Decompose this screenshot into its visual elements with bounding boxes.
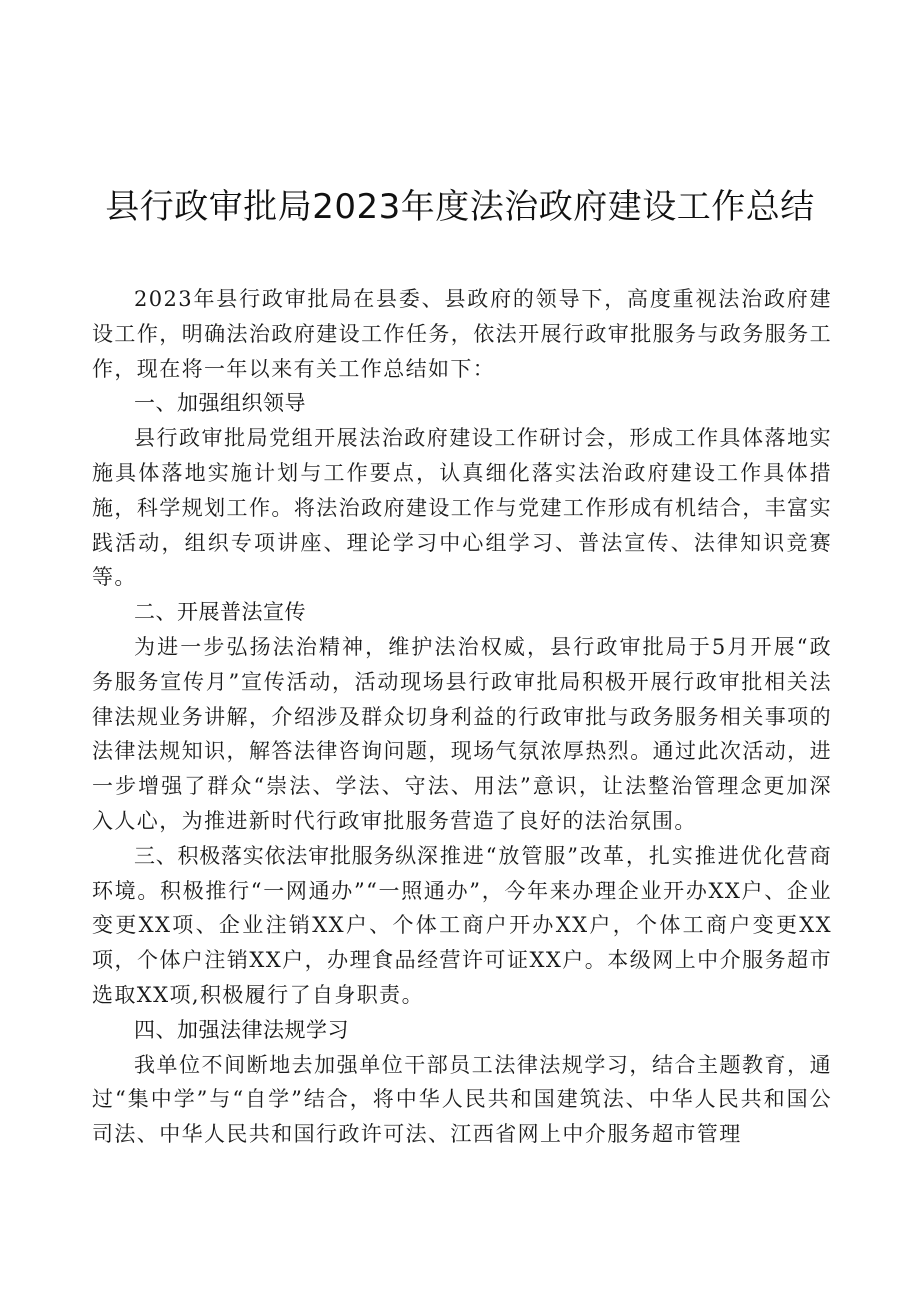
section-heading-3: 三、积极落实依法审批服务纵 — [134, 843, 417, 868]
section-heading-1: 一、加强组织领导 — [134, 391, 306, 416]
section-heading-4: 四、加强法律法规学习 — [134, 1017, 349, 1042]
section-paragraph-4: 我单位不间断地去加强单位干部员工法律法规学习，结合主题教育，通过“集中学”与“自学”结合，将中华人民共和国建筑法、中华人民共和国公司法、中华人民共和国行政许可法、江西省网上中介服务超市管理 — [92, 1052, 832, 1147]
document-body — [92, 282, 832, 1152]
section-heading-2: 二、开展普法宣传 — [134, 600, 306, 625]
document-title: 县行政审批局2023年度法治政府建设工作总结 — [105, 186, 815, 227]
section-paragraph-1: 县行政审批局党组开展法治政府建设工作研讨会，形成工作具体落地实施具体落地实施计划与工作要点，认真细化落实法治政府建设工作具体措施，科学规划工作。将法治政府建设工作与党建工作形成有机结合，丰富实践活动，组织专项讲座、理论学习中心组学习、普法宣传、法律知识竞赛等。 — [92, 426, 832, 590]
section-paragraph-2: 为进一步弘扬法治精神，维护法治权威，县行政审批局于5月开展“政务服务宣传月”宣传活动，活动现场县行政审批局积极开展行政审批相关法律法规业务讲解，介绍涉及群众切身利益的行政审批与政务服务相关事项的法律法规知识，解答法律咨询问题，现场气氛浓厚热烈。通过此次活动，进一步增强了群众“崇法、学法、守法、用法”意识，让法整治管理念更加深入人心，为推进新时代行政审批服务营造了良好的法治氛围。 — [92, 634, 832, 833]
section-paragraph-3 — [92, 839, 832, 1013]
section-text-3: 深推进“放管服”改革，扎实推进优化营商环境。积极推行“一网通办”“一照通办”，今年来办理企业开办XX户、企业变更XX项、企业注销XX户、个体工商户开办XX户，个体工商户变更XX项，个体户注销XX户，办理食品经营许可证XX户。本级网上中介服务超市选取XX项,积极履行了自身职责。 — [92, 843, 832, 1007]
intro-paragraph: 2023年县行政审批局在县委、县政府的领导下，高度重视法治政府建设工作，明确法治政府建设工作任务，依法开展行政审批服务与政务服务工作，现在将一年以来有关工作总结如下： — [92, 287, 832, 381]
